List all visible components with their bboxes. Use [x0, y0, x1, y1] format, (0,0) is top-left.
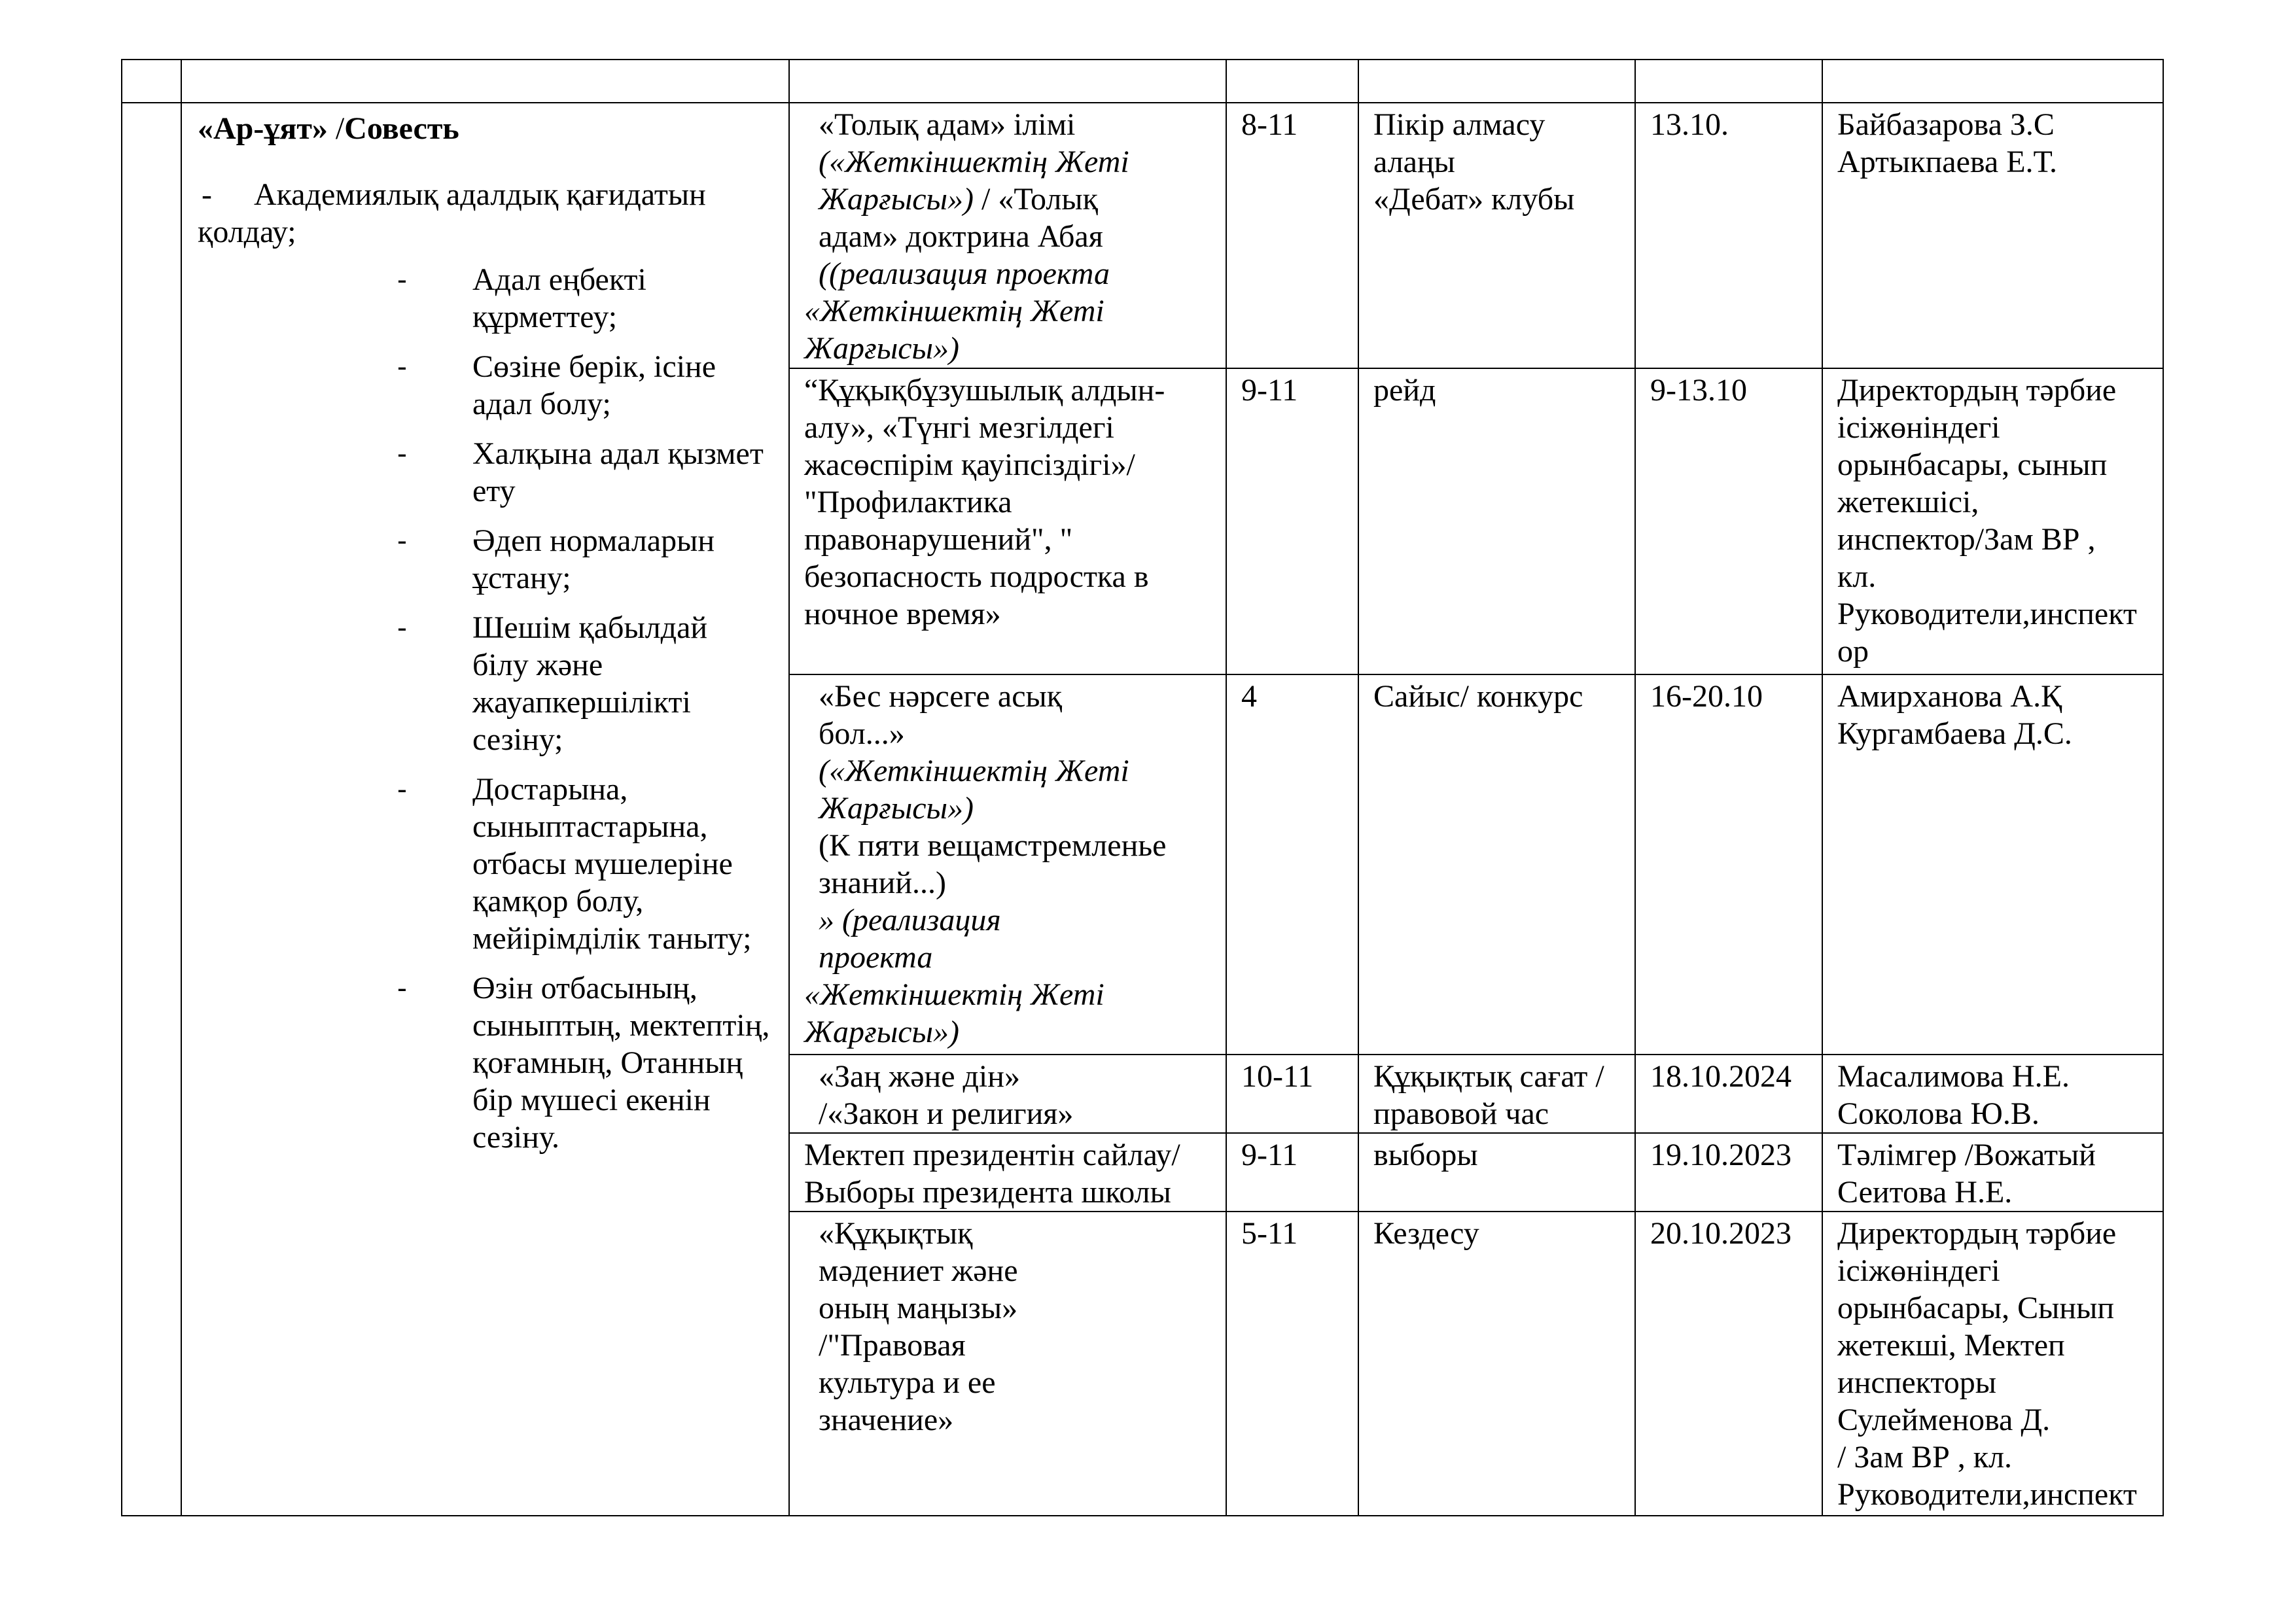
- event-grades-cell: 10-11: [1226, 1055, 1358, 1133]
- event-title-line: «Заң және дін»: [819, 1059, 1020, 1094]
- event-title-cell: [789, 674, 1226, 1055]
- event-responsible-cell: Амирханова А.Қ Кургамбаева Д.С.: [1822, 674, 2163, 1055]
- event-title-line: адам» доктрина Абая: [819, 219, 1103, 254]
- principle-text: [198, 176, 777, 251]
- section-title: [198, 110, 777, 147]
- event-type-cell: Кездесу: [1358, 1212, 1635, 1516]
- event-title-line: “Құқықбұзушылық алдын-: [804, 373, 1165, 408]
- value-text: Сөзіне берік, ісіне адал болу;: [472, 349, 716, 421]
- value-text: Достарына, сыныптастарына, отбасы мүшелеріне қамқор болу, мейірімділік таныту;: [472, 772, 752, 956]
- event-title-line: («Жеткіншектің Жеті: [819, 145, 1129, 179]
- value-text: Өзін отбасының, сыныптың, мектептің, қоғамның, Отанның бір мүшесі екенін сезіну.: [472, 971, 770, 1155]
- header-cell: [1635, 60, 1822, 103]
- event-title-line: «Толық адам» ілімі: [819, 107, 1076, 142]
- event-title-line: Жарғысы»): [819, 791, 974, 826]
- event-title-cell: [789, 1133, 1226, 1212]
- value-item: [198, 435, 777, 510]
- value-item: [198, 522, 777, 597]
- section-cell: [181, 103, 789, 1516]
- event-title-line: проекта: [819, 940, 933, 975]
- event-title-line: (К пяти вещамстремленье: [819, 828, 1167, 863]
- event-title-line: культура и ее: [819, 1365, 996, 1400]
- section-title-kk: «Ар-ұят»: [198, 111, 328, 146]
- event-title-line: «Жеткіншектің Жеті: [804, 294, 1104, 328]
- event-grades-cell: 5-11: [1226, 1212, 1358, 1516]
- event-responsible-cell: Директордың тәрбие ісіжөніндегі орынбасары, сынып жетекшісі, инспектор/Зам ВР , кл. Руководители,инспект ор: [1822, 368, 2163, 674]
- event-title-line: » (реализация: [819, 903, 1001, 937]
- event-grades-cell: 4: [1226, 674, 1358, 1055]
- event-grades-cell: 8-11: [1226, 103, 1358, 368]
- event-title-line: значение»: [819, 1403, 954, 1437]
- value-item: [198, 261, 777, 336]
- header-cell: [789, 60, 1226, 103]
- event-type-cell: выборы: [1358, 1133, 1635, 1212]
- event-type-cell: Құқықтық сағат / правовой час: [1358, 1055, 1635, 1133]
- header-cell: [122, 60, 181, 103]
- blank-cell: [122, 103, 181, 1516]
- event-title-cell: [789, 103, 1226, 368]
- event-title-line: Выборы президента школы: [804, 1175, 1171, 1210]
- event-type-cell: Пікір алмасу алаңы «Дебат» клубы: [1358, 103, 1635, 368]
- event-type-cell: Сайыс/ конкурс: [1358, 674, 1635, 1055]
- section-title-sep: /: [327, 111, 345, 146]
- event-title-line: "Профилактика: [804, 485, 1012, 519]
- event-date-cell: 13.10.: [1635, 103, 1822, 368]
- event-responsible-cell: Байбазарова З.С Артыкпаева Е.Т.: [1822, 103, 2163, 368]
- principle-dash: -: [202, 177, 212, 212]
- event-grades-cell: 9-11: [1226, 368, 1358, 674]
- event-title-line: «Құқықтық: [819, 1216, 973, 1251]
- event-title-line: жасөспірім қауіпсіздігі»/: [804, 447, 1135, 482]
- event-responsible-cell: Директордың тәрбие ісіжөніндегі орынбасары, Сынып жетекші, Мектеп инспекторы Сулейменова Д. / Зам ВР , кл. Руководители,инспект: [1822, 1212, 2163, 1516]
- principle-label: Академиялық адалдық қағидатын қолдау;: [198, 177, 706, 249]
- event-title-line: ((реализация проекта: [819, 256, 1110, 291]
- event-title-line: знаний...): [819, 865, 946, 900]
- event-title-line: мәдениет және: [819, 1253, 1018, 1288]
- event-title-line: бол...»: [819, 716, 905, 751]
- event-title-rest: / «Толық: [974, 182, 1098, 217]
- event-title-line: [804, 181, 1211, 218]
- event-date-cell: 9-13.10: [1635, 368, 1822, 674]
- event-date-cell: 18.10.2024: [1635, 1055, 1822, 1133]
- value-item: [198, 348, 777, 423]
- event-title-cell: [789, 1055, 1226, 1133]
- event-title-line: /«Закон и религия»: [819, 1096, 1074, 1131]
- event-title-italic: Жарғысы»): [819, 182, 974, 217]
- bullet-dash: -: [397, 773, 407, 805]
- event-title-line: алу», «Түнгі мезгілдегі: [804, 410, 1114, 445]
- bullet-dash: -: [397, 264, 407, 296]
- event-title-cell: [789, 1212, 1226, 1516]
- event-title-line: оның маңызы»: [819, 1291, 1018, 1325]
- bullet-dash: -: [397, 438, 407, 470]
- events-table: [121, 59, 2164, 1516]
- event-grades-cell: 9-11: [1226, 1133, 1358, 1212]
- event-type-cell: рейд: [1358, 368, 1635, 674]
- value-text: Шешім қабылдай білу және жауапкершілікті сезіну;: [472, 610, 708, 757]
- event-title-line: /"Правовая: [819, 1328, 966, 1363]
- header-cell: [1822, 60, 2163, 103]
- bullet-dash: -: [397, 972, 407, 1004]
- header-cell: [1358, 60, 1635, 103]
- value-text: Адал еңбекті құрметтеу;: [472, 262, 646, 334]
- event-title-line: «Бес нәрсеге асық: [819, 679, 1063, 714]
- value-item: [198, 609, 777, 758]
- header-row: [122, 60, 2163, 103]
- event-title-line: Мектеп президентін сайлау/: [804, 1138, 1180, 1172]
- section-title-ru: Совесть: [344, 111, 459, 146]
- event-title-line: правонарушений", ": [804, 522, 1073, 557]
- header-cell: [181, 60, 789, 103]
- event-title-line: («Жеткіншектің Жеті: [819, 754, 1129, 788]
- values-list: [198, 261, 777, 1156]
- event-responsible-cell: Тәлімгер /Вожатый Сеитова Н.Е.: [1822, 1133, 2163, 1212]
- event-title-line: безопасность подростка в: [804, 559, 1149, 594]
- event-title-line: «Жеткіншектің Жеті: [804, 977, 1104, 1012]
- event-title-cell: [789, 368, 1226, 674]
- value-item: [198, 969, 777, 1156]
- header-cell: [1226, 60, 1358, 103]
- event-title-line: ночное время»: [804, 597, 1001, 631]
- event-responsible-cell: Масалимова Н.Е. Соколова Ю.В.: [1822, 1055, 2163, 1133]
- value-item: [198, 771, 777, 957]
- event-row: [122, 103, 2163, 368]
- value-text: Әдеп нормаларын ұстану;: [472, 523, 715, 595]
- event-date-cell: 16-20.10: [1635, 674, 1822, 1055]
- event-title-line: Жарғысы»): [804, 1015, 959, 1049]
- event-title-line: Жарғысы»): [804, 331, 959, 366]
- bullet-dash: -: [397, 351, 407, 383]
- event-date-cell: 19.10.2023: [1635, 1133, 1822, 1212]
- bullet-dash: -: [397, 525, 407, 557]
- event-date-cell: 20.10.2023: [1635, 1212, 1822, 1516]
- bullet-dash: -: [397, 612, 407, 644]
- value-text: Халқына адал қызмет ету: [472, 436, 764, 508]
